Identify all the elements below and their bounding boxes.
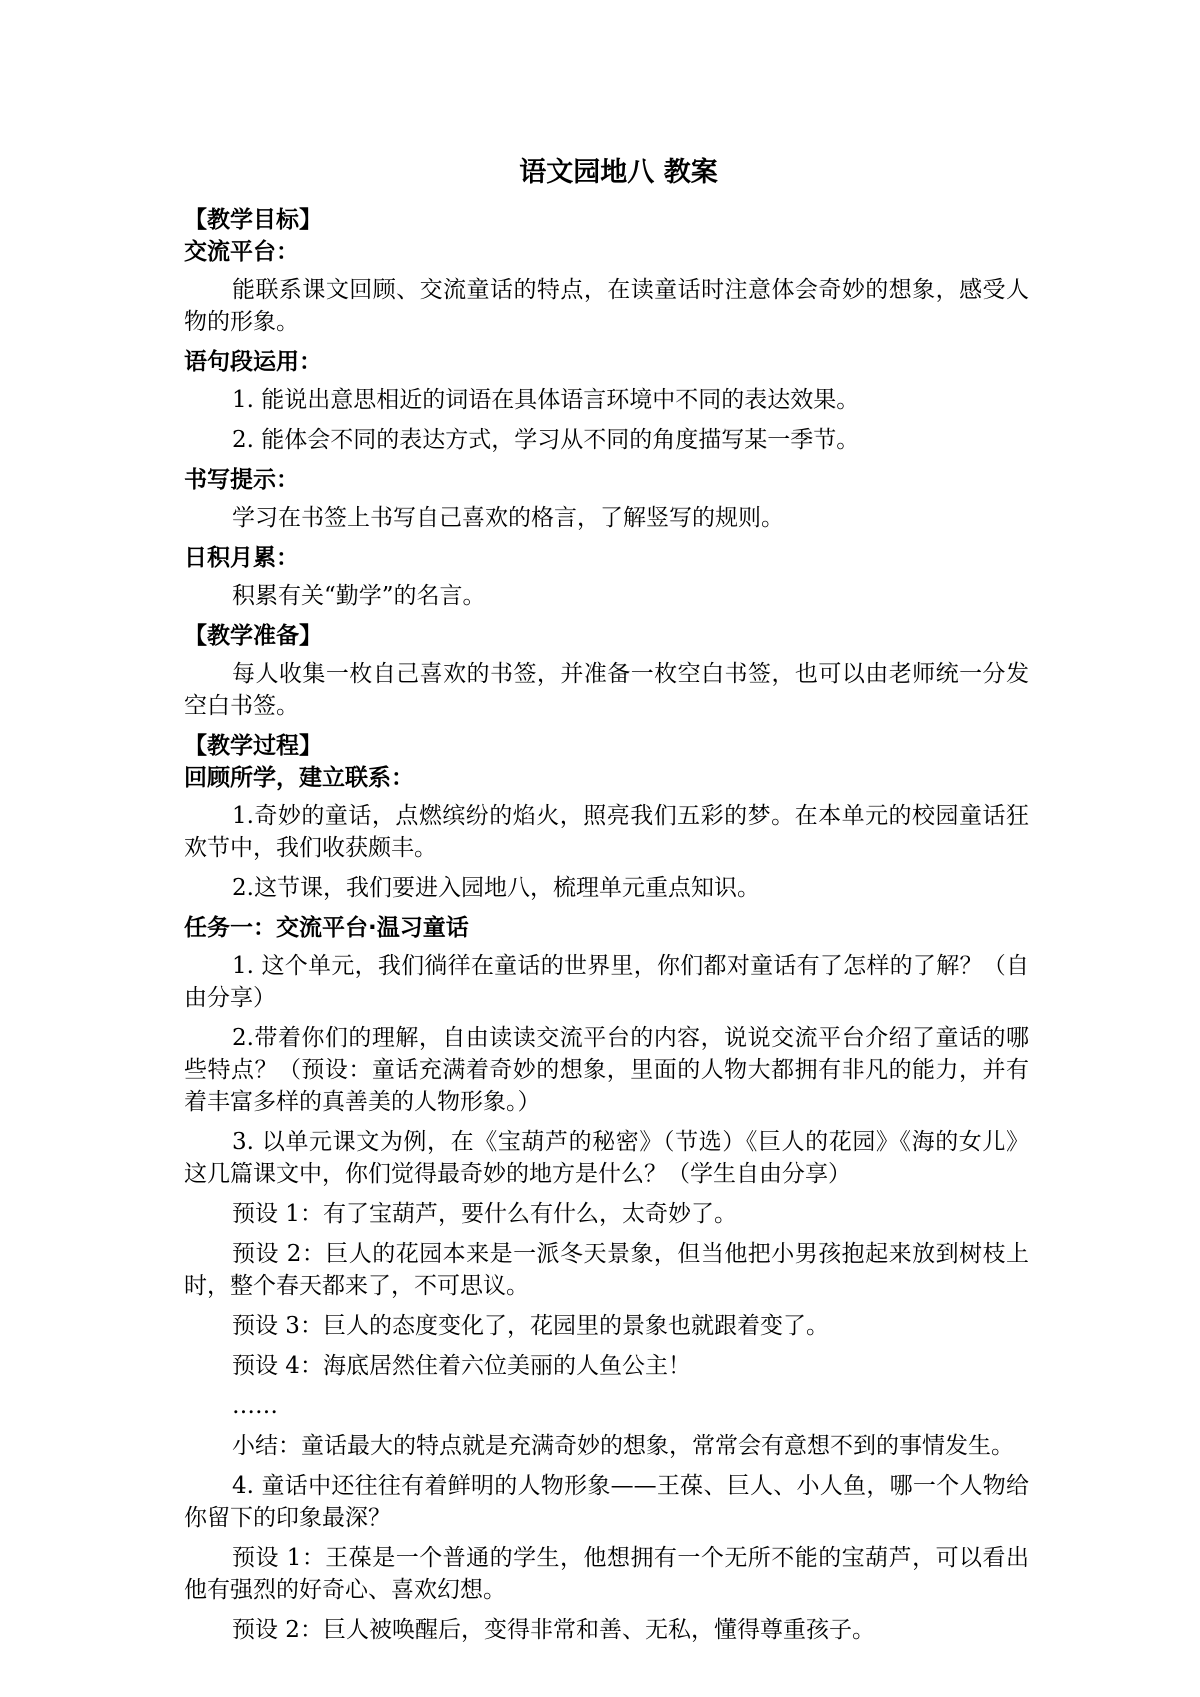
document-page (184, 150, 1029, 1654)
paragraph: 积累有关“勤学”的名言。 (232, 583, 486, 609)
paragraph: 1. 能说出意思相近的词语在具体语言环境中不同的表达效果。 (232, 387, 860, 413)
paragraph: 4. 童话中还往往有着鲜明的人物形象——王葆、巨人、小人鱼，哪一个人物给你留下的印象最深？ (184, 1473, 1029, 1531)
section-heading: 【教学准备】 (184, 623, 322, 649)
paragraph: 2. 能体会不同的表达方式，学习从不同的角度描写某一季节。 (232, 427, 860, 453)
section-heading: 任务一：交流平台·温习童话 (184, 915, 469, 941)
paragraph: 预设 1：有了宝葫芦，要什么有什么，太奇妙了。 (232, 1201, 737, 1227)
section-heading: 【教学目标】 (184, 207, 322, 233)
document-body (184, 204, 1029, 1646)
paragraph: 学习在书签上书写自己喜欢的格言，了解竖写的规则。 (232, 505, 784, 531)
paragraph: 预设 3：巨人的态度变化了，花园里的景象也就跟着变了。 (232, 1313, 829, 1339)
paragraph: 能联系课文回顾、交流童话的特点，在读童话时注意体会奇妙的想象，感受人物的形象。 (184, 277, 1029, 335)
paragraph: 预设 1：王葆是一个普通的学生，他想拥有一个无所不能的宝葫芦，可以看出他有强烈的好奇心、喜欢幻想。 (184, 1545, 1029, 1603)
paragraph: 预设 2：巨人的花园本来是一派冬天景象，但当他把小男孩抱起来放到树枝上时，整个春天都来了，不可思议。 (184, 1241, 1029, 1299)
paragraph: 预设 4：海底居然住着六位美丽的人鱼公主！ (232, 1353, 691, 1379)
section-heading: 日积月累： (184, 545, 299, 571)
paragraph: 2.这节课，我们要进入园地八，梳理单元重点知识。 (232, 875, 760, 901)
section-heading: 【教学过程】 (184, 733, 322, 759)
paragraph: …… (232, 1393, 278, 1419)
section-heading: 回顾所学，建立联系： (184, 765, 414, 791)
paragraph: 每人收集一枚自己喜欢的书签，并准备一枚空白书签，也可以由老师统一分发空白书签。 (184, 661, 1029, 719)
paragraph: 2.带着你们的理解，自由读读交流平台的内容，说说交流平台介绍了童话的哪些特点？（预设：童话充满着奇妙的想象，里面的人物大都拥有非凡的能力，并有着丰富多样的真善美的人物形象。） (184, 1025, 1029, 1115)
paragraph: 1.奇妙的童话，点燃缤纷的焰火，照亮我们五彩的梦。在本单元的校园童话狂欢节中，我们收获颇丰。 (184, 803, 1029, 861)
paragraph: 小结：童话最大的特点就是充满奇妙的想象，常常会有意想不到的事情发生。 (232, 1433, 1014, 1459)
section-heading: 交流平台： (184, 239, 299, 265)
paragraph: 1. 这个单元，我们徜徉在童话的世界里，你们都对童话有了怎样的了解？（自由分享） (184, 953, 1029, 1011)
paragraph: 预设 2：巨人被唤醒后，变得非常和善、无私，懂得尊重孩子。 (232, 1617, 875, 1643)
section-heading: 语句段运用： (184, 349, 322, 375)
document-title: 语文园地八 教案 (519, 157, 718, 188)
section-heading: 书写提示： (184, 467, 299, 493)
paragraph: 3. 以单元课文为例，在《宝葫芦的秘密》（节选）《巨人的花园》《海的女儿》这几篇课文中，你们觉得最奇妙的地方是什么？（学生自由分享） (184, 1129, 1029, 1187)
